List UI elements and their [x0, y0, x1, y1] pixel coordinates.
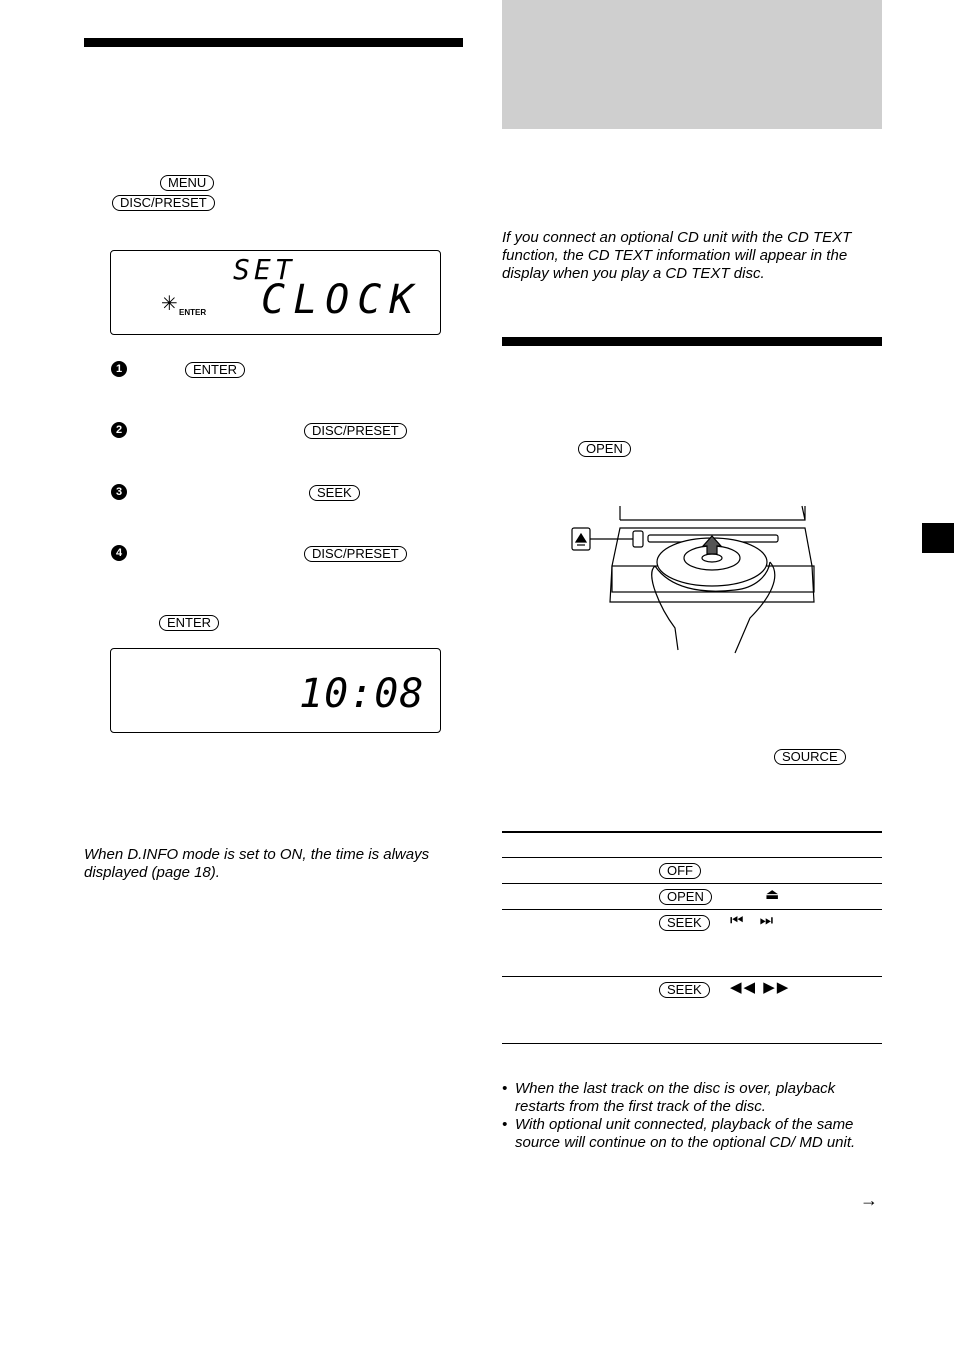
table-rule: [502, 909, 882, 910]
table-bottom-rule: [502, 1043, 882, 1044]
left-note: When D.INFO mode is set to ON, the time is always displayed (page 18).: [84, 846, 430, 881]
lcd-set-text: SET: [233, 253, 296, 286]
table-rule: [502, 857, 882, 858]
page-edge-tab: [922, 523, 954, 553]
bullet-item: • When the last track on the disc is over, playback restarts from the first track of the disc.: [502, 1080, 880, 1116]
right-section-rule: [502, 337, 882, 346]
seek-key: SEEK: [309, 485, 360, 501]
lcd-display-time: [110, 648, 441, 733]
open-key: OPEN: [659, 889, 712, 905]
blink-icon: ✳: [161, 293, 178, 315]
disc-preset-key: DISC/PRESET: [304, 423, 407, 439]
lcd-clock-text: CLOCK: [261, 277, 422, 323]
disc-insert-illustration: [560, 498, 820, 658]
lcd-time-text: 10:08: [299, 671, 425, 717]
bullet-text: When the last track on the disc is over, playback restarts from the first track of the disc.: [515, 1080, 836, 1115]
bullet-item: • With optional unit connected, playback of the same source will continue on to the optional CD/ MD unit.: [502, 1116, 880, 1152]
left-header-rule: [84, 38, 463, 47]
seek-key: SEEK: [659, 982, 710, 998]
off-key: OFF: [659, 863, 701, 879]
skip-track-icons: ⏮ ⏭: [730, 912, 780, 929]
eject-icon: ⏏: [765, 886, 780, 903]
source-key: SOURCE: [774, 749, 846, 765]
menu-key: MENU: [160, 175, 214, 191]
open-key: OPEN: [578, 441, 631, 457]
fast-search-icons: ◀◀ ▶▶: [730, 979, 791, 996]
enter-key: ENTER: [185, 362, 245, 378]
disc-preset-key: DISC/PRESET: [112, 195, 215, 211]
lcd-enter-label: ENTER: [179, 308, 207, 317]
step-4-marker: 4: [111, 545, 127, 561]
continue-arrow-icon: →: [860, 1190, 878, 1210]
step-1-marker: 1: [111, 361, 127, 377]
cd-text-note: If you connect an optional CD unit with the CD TEXT function, the CD TEXT information will appear in the display when you play a CD TEXT disc.: [502, 229, 852, 282]
step-2-marker: 2: [111, 422, 127, 438]
table-top-rule: [502, 831, 882, 833]
step-3-marker: 3: [111, 484, 127, 500]
seek-key: SEEK: [659, 915, 710, 931]
table-rule: [502, 883, 882, 884]
right-header-band: [502, 0, 882, 129]
table-rule: [502, 976, 882, 977]
lcd-display-set-clock: [110, 250, 441, 335]
disc-preset-key: DISC/PRESET: [304, 546, 407, 562]
bullet-text: With optional unit connected, playback of the same source will continue on to the optional CD/ MD unit.: [515, 1116, 856, 1151]
enter-key: ENTER: [159, 615, 219, 631]
